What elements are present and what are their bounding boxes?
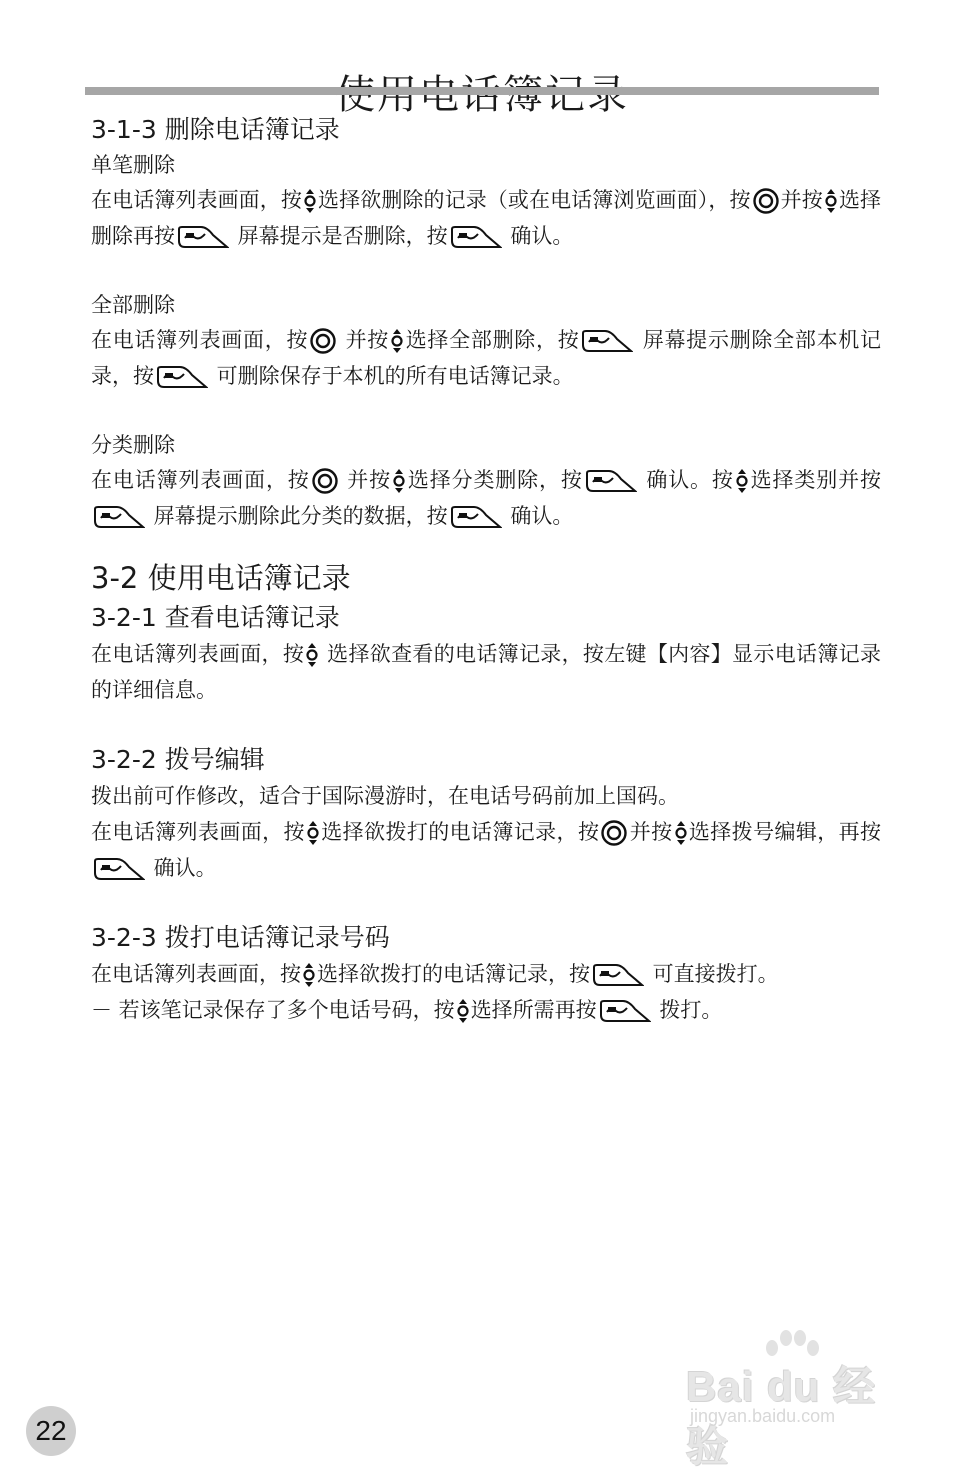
center-key-icon (312, 468, 338, 494)
text-span: 确认。 (503, 224, 574, 248)
nav-key-icon (457, 999, 469, 1023)
text-span: 在电话簿列表画面，按 (91, 328, 309, 352)
title-rule (85, 87, 879, 95)
text-span: 在电话簿列表画面，按 (91, 468, 310, 492)
watermark-brand: Bai du 经验 (686, 1363, 877, 1470)
ok-softkey-icon (585, 469, 637, 493)
watermark-url: jingyan.baidu.com (690, 1406, 836, 1426)
text-span: 并按 (629, 820, 673, 844)
nav-key-icon (306, 643, 318, 667)
text-span: 选择拨号编辑，再按 (688, 820, 882, 844)
text-span: 可直接拨打。 (646, 962, 779, 986)
dial-record-text (91, 956, 881, 992)
single-delete-text (91, 182, 881, 254)
section-3-1-3-heading: 3-1-3 删除电话簿记录 (91, 115, 340, 144)
page-number: 22 (26, 1406, 76, 1456)
nav-key-icon (825, 189, 837, 213)
text-span: 屏幕提示删除全部本机记录，按 (91, 328, 882, 388)
section-3-2-2-heading: 3-2-2 拨号编辑 (91, 745, 265, 774)
view-record-text (91, 636, 881, 708)
text-span: 在电话簿列表画面，按 (91, 188, 302, 212)
ok-softkey-icon (93, 857, 145, 881)
center-key-icon (601, 820, 627, 846)
text-span: 选择欲拨打的电话簿记录，按 (317, 962, 590, 986)
nav-key-icon (391, 329, 403, 353)
nav-key-icon (736, 469, 748, 493)
text-span: 并按 (338, 328, 389, 352)
text-span: 确认。 (503, 504, 574, 528)
ok-softkey-icon (592, 963, 644, 987)
text-span: 在电话簿列表画面，按 (91, 642, 305, 666)
spacer (91, 394, 881, 428)
text-span: 选择所需再按 (470, 998, 597, 1022)
text-span: 确认。 (147, 856, 217, 880)
text-span: 拨打。 (652, 998, 723, 1022)
text-span: 选择分类删除，按 (406, 468, 583, 492)
nav-key-icon (675, 821, 687, 845)
section-3-2-3-heading: 3-2-3 拨打电话簿记录号码 (91, 923, 390, 952)
section-3-2-1-heading: 3-2-1 查看电话簿记录 (91, 603, 340, 632)
delete-all-text (91, 322, 881, 394)
spacer (91, 254, 881, 288)
baidu-watermark (680, 1330, 910, 1470)
ok-softkey-icon (177, 225, 229, 249)
text-span: 在电话簿列表画面，按 (91, 820, 305, 844)
section-3-2-heading: 3-2 使用电话簿记录 (91, 561, 351, 595)
spacer (91, 886, 881, 920)
text-span: 并按 (339, 468, 391, 492)
text-span: 选择欲拨打的电话簿记录，按 (320, 820, 600, 844)
center-key-icon (753, 188, 779, 214)
ok-softkey-icon (450, 505, 502, 529)
text-span: 选择欲查看的电话簿记录，按左键【内容】显示电话簿记录的详细信息。 (91, 642, 881, 702)
text-span: 屏幕提示删除此分类的数据，按 (147, 504, 448, 528)
text-span: 在电话簿列表画面，按 (91, 962, 301, 986)
category-delete-text (91, 462, 881, 534)
text-span: 选择欲删除的记录（或在电话簿浏览画面），按 (317, 188, 751, 212)
nav-key-icon (393, 469, 405, 493)
ok-softkey-icon (599, 999, 651, 1023)
text-span: 选择删除再按 (91, 188, 882, 248)
text-span: 选择类别并按 (749, 468, 882, 492)
delete-all-label: 全部删除 (91, 293, 175, 317)
nav-key-icon (304, 189, 316, 213)
dial-edit-intro: 拨出前可作修改，适合于国际漫游时，在电话号码前加上国码。 (91, 784, 679, 808)
ok-softkey-icon (450, 225, 502, 249)
single-delete-label: 单笔删除 (91, 153, 175, 177)
page-content (91, 112, 881, 1028)
spacer (91, 708, 881, 742)
dial-edit-text (91, 814, 881, 886)
text-span: 选择全部删除，按 (405, 328, 580, 352)
category-delete-label: 分类删除 (91, 433, 175, 457)
ok-softkey-icon (156, 365, 208, 389)
nav-key-icon (307, 821, 319, 845)
text-span: 屏幕提示是否删除，按 (231, 224, 448, 248)
text-span: － 若该笔记录保存了多个电话号码，按 (91, 998, 455, 1022)
text-span: 确认。按 (638, 468, 734, 492)
text-span: 并按 (780, 188, 823, 212)
text-span: 可删除保存于本机的所有电话簿记录。 (210, 364, 574, 388)
ok-softkey-icon (93, 505, 145, 529)
ok-softkey-icon (581, 329, 633, 353)
nav-key-icon (303, 963, 315, 987)
center-key-icon (310, 328, 336, 354)
dial-multiple-numbers-text (91, 992, 881, 1028)
